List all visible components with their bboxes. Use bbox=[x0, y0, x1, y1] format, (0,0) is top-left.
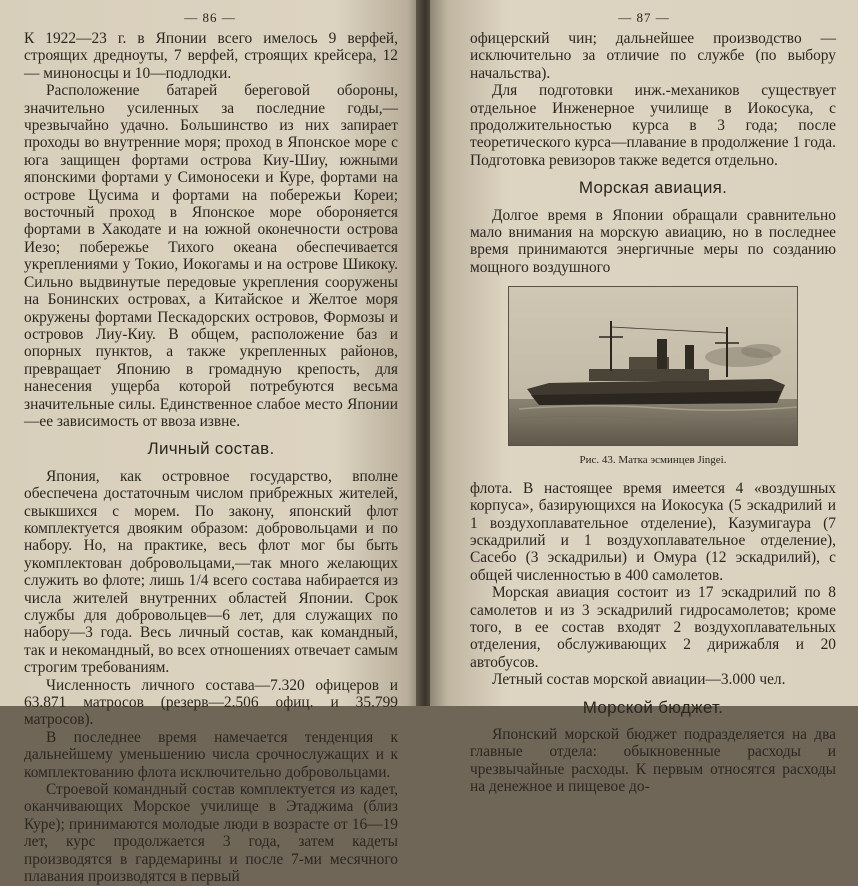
page-number-right: — 87 — bbox=[618, 10, 670, 25]
section-title-aviation: Морская авиация. bbox=[578, 178, 728, 198]
paragraph-officer-rank: офицерский чин; дальнейшее производство — исключительно за отличие по службе (по выбору начальства). bbox=[470, 30, 836, 82]
paragraph-engineers: Для подготовки инж.-механиков существует отдельное Инженерное училище в Иокосука, с продолжительностью курса в 3 года; после теоретического курса—плавание в продолжение 1 года. Подготовка ревизоров также ведется отдельно. bbox=[470, 82, 836, 169]
section-title-budget: Морской бюджет. bbox=[582, 697, 724, 717]
page-number-left: — 86 — bbox=[184, 10, 236, 25]
paragraph-recruitment: Япония, как островное государство, вполне обеспечена достаточным числом прибрежных жителей, свыкшихся с морем. По закону, японский флот комплектуется двояким образом: добровольцами и по набору. Но, на практике, весь флот мог бы быть укомплектован добровольцами,—так много желающих служить во флоте; лишь 1/4 всего состава набирается из числа жителей внутренних областей Японии. Срок службы для добровольцев—6 лет, для служащих по набору—3 года. Весь личный состав, как командный, так и некомандный, во всех отношениях отвечает самым строгим требованиям. bbox=[24, 467, 398, 677]
right-page-text bbox=[430, 30, 858, 796]
right-page bbox=[430, 0, 858, 796]
left-page bbox=[0, 0, 420, 886]
ship-illustration bbox=[509, 287, 797, 445]
paragraph-aviation-intro: Долгое время в Японии обращали сравнительно мало внимания на морскую авиацию, но в последнее время принимаются энергичные меры по созданию мощного воздушного bbox=[470, 206, 836, 276]
left-page-text bbox=[0, 30, 420, 886]
paragraph-air-corps: флота. В настоящее время имеется 4 «воздушных корпуса», базирующихся на Иокосука (5 эскадрилий и 1 воздухоплавательное отделение), Казумигаура (7 эскадрилий и 1 воздухоплавательное отделение), Сасебо (3 эскадрильи) и Омура (12 эскадрилий), с общей численностью в 400 самолетов. bbox=[470, 479, 836, 584]
paragraph-coastal-defense: Расположение батарей береговой обороны, значительно усиленных за последние годы,—чрезвычайно удачно. Большинство из них запирает проходы во внутренние моря; проход в Японское море с юга защищен фортами острова Киу-Шиу, южными японскими фортами у Симоносеки и Куре, фортами на острове Цусима и фортами на побережьи Кореи; восточный проход в Японское море обороняется фортами в Хакодате и на южной оконечности острова Иезо; побережье Тихого океана обеспечивается укреплениями у Токио, Иокогамы и на острове Шикоку. Сильно выдвинутые передовые укрепления сооружены на Бонинских островах, а Китайское и Желтое моря окружены фортами Пескадорских островов, Формозы и островов Лиу-Киу. В общем, расположение баз и опорных пунктов, а также укрепленных районов, превращает Японию в громадную крепость, для нанесения ущерба которой потребуются весьма значительные силы. Единственное слабое место Японии—ее зависимость от ввоза извне. bbox=[24, 82, 398, 430]
paragraph-trend: В последнее время намечается тенденция к дальнейшему уменьшению числа срочнослужащих и к комплектованию флота исключительно добровольцами. bbox=[24, 728, 398, 781]
paragraph-flight-personnel: Летный состав морской авиации—3.000 чел. bbox=[492, 671, 786, 689]
section-title-personnel: Личный состав. bbox=[147, 439, 275, 459]
figure-caption: Рис. 43. Матка эсминцев Jingei. bbox=[579, 454, 727, 467]
paragraph-officers: Строевой командный состав комплектуется из кадет, оканчивающих Морское училище в Этаджима (близ Куре); принимаются молодые люди в возрасте от 16—19 лет, курс продолжается 3 года, затем кадеты производятся в гардемарины и после 7-ми месячного плавания производятся в первый bbox=[24, 781, 398, 886]
ship-photo bbox=[508, 286, 798, 446]
paragraph-squadrons: Морская авиация состоит из 17 эскадрилий по 8 самолетов и из 3 эскадрилий гидросамолетов; кроме того, в ее состав входят 2 воздухоплавательных отделения, обслуживающих 2 дирижабля и 20 автобусов. bbox=[470, 584, 836, 671]
paragraph-shipyards: К 1922—23 г. в Японии всего имелось 9 верфей, строящих дредноуты, 7 верфей, строящих крейсера, 12 — миноносцы и 10—подлодки. bbox=[24, 30, 398, 82]
paragraph-strength: Численность личного состава—7.320 офицеров и 63.871 матросов (резерв—2.506 офиц. и 35.799 матросов). bbox=[24, 676, 398, 729]
paragraph-budget: Японский морской бюджет подразделяется на два главные отдела: обыкновенные расходы и чрезвычайные расходы. К первым относятся расходы на денежное и пищевое до- bbox=[470, 725, 836, 796]
